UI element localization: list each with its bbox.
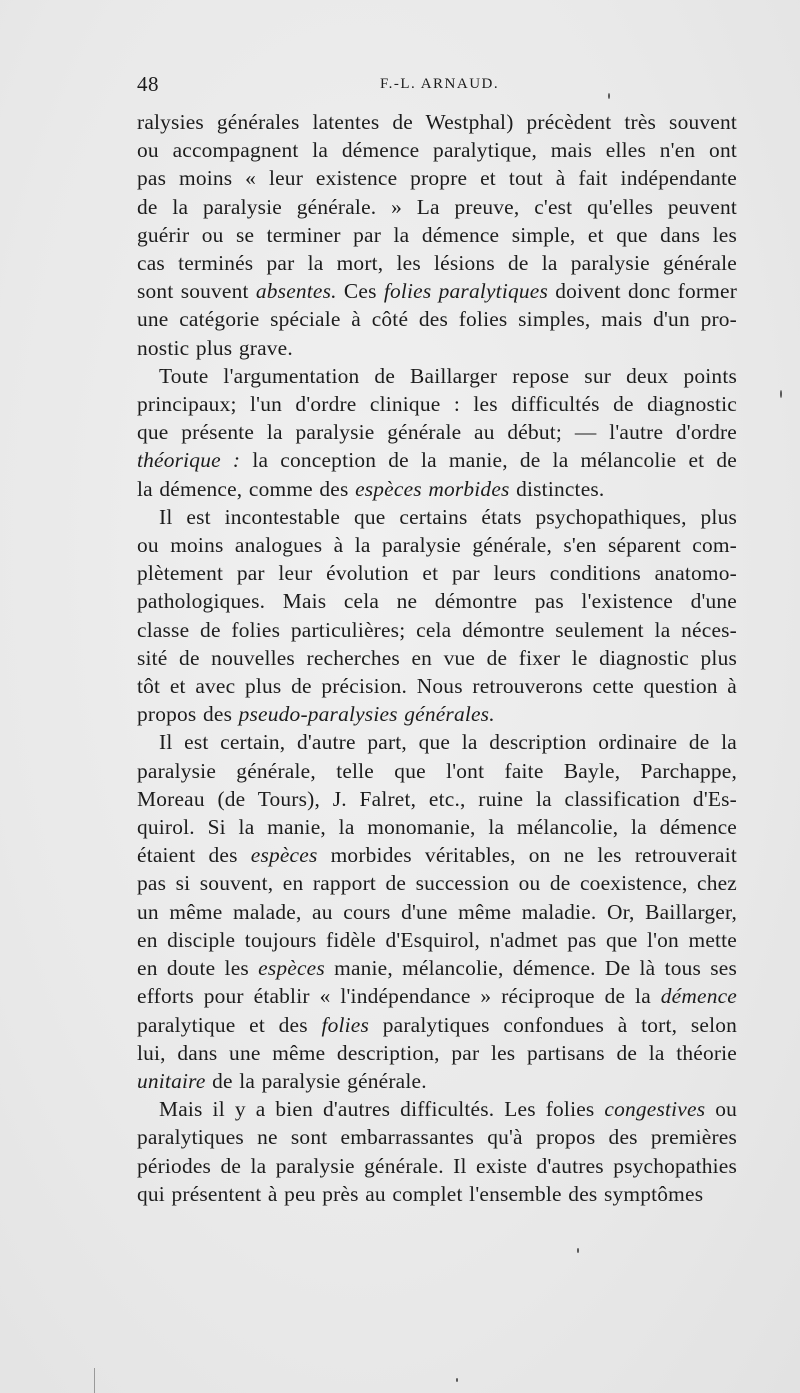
text-line (137, 757, 737, 785)
text-run: classe de folies particulières; cela démontre seulement la néces- (137, 617, 737, 642)
text-run: doivent donc former (547, 279, 738, 304)
text-line (137, 446, 737, 474)
text-run: paralytiques ne sont embarrassantes qu'à propos des premières (137, 1125, 737, 1150)
text-run: une catégorie spéciale à côté des folies simples, mais d'un pro- (137, 307, 737, 332)
text-run: ou accompagnent la démence paralytique, mais elles n'en ont (137, 138, 737, 163)
text-line (137, 841, 737, 869)
text-run: de la paralysie générale. » La preuve, c'est qu'elles peuvent (137, 194, 737, 219)
text-line (137, 1039, 737, 1067)
text-run: pathologiques. Mais cela ne démontre pas l'existence d'une (137, 589, 737, 614)
text-run: paralysie générale, telle que l'ont faite Bayle, Parchappe, (137, 758, 737, 783)
text-line (137, 249, 737, 277)
paragraph (137, 362, 737, 503)
text-line (137, 672, 737, 700)
italic-text: espèces (250, 843, 318, 868)
text-run: en disciple toujours fidèle d'Esquirol, n'admet pas que l'on mette (137, 927, 737, 952)
text-line (137, 616, 737, 644)
text-run: Toute l'argumentation de Baillarger repose sur deux points (159, 363, 737, 388)
scan-speck (608, 93, 610, 99)
text-line (137, 898, 737, 926)
text-line (137, 728, 737, 756)
text-run: quirol. Si la manie, la monomanie, la mélancolie, la démence (137, 815, 737, 840)
text-run: qui présentent à peu près au complet l'ensemble des symptômes (137, 1181, 704, 1206)
text-line (137, 1180, 737, 1208)
text-line (137, 926, 737, 954)
text-line (137, 869, 737, 897)
text-run: cas terminés par la mort, les lésions de la paralysie générale (137, 251, 737, 276)
text-line (137, 1067, 737, 1095)
text-line (137, 1152, 737, 1180)
paragraph (137, 728, 737, 1095)
text-run: Moreau (de Tours), J. Falret, etc., ruine la classification d'Es- (137, 786, 737, 811)
text-run: lui, dans une même description, par les partisans de la théorie (137, 1040, 737, 1065)
paragraph (137, 108, 737, 362)
text-run: guérir ou se terminer par la démence simple, et que dans les (137, 222, 737, 247)
text-line (137, 503, 737, 531)
text-line (137, 193, 737, 221)
page-header (137, 72, 737, 102)
italic-text: folies (321, 1012, 370, 1037)
text-run: ralysies générales latentes de Westphal) précèdent très souvent (137, 110, 737, 134)
text-line (137, 164, 737, 192)
italic-text: absentes. (255, 279, 337, 304)
text-line (137, 475, 737, 503)
text-line (137, 221, 737, 249)
text-line (137, 587, 737, 615)
italic-text: unitaire (137, 1068, 206, 1093)
text-run: Il est certain, d'autre part, que la description ordinaire de la (159, 730, 737, 755)
text-run: sont souvent (137, 279, 256, 304)
italic-text: espèces (258, 956, 325, 981)
text-line (137, 305, 737, 333)
scan-speck (577, 1248, 579, 1253)
text-run: manie, mélancolie, démence. De là tous ses (324, 956, 737, 981)
text-run: la démence, comme des (137, 476, 356, 501)
text-run: sité de nouvelles recherches en vue de fixer le diagnostic plus (137, 645, 737, 670)
text-line (137, 136, 737, 164)
page-number: 48 (137, 72, 159, 96)
text-run: périodes de la paralysie générale. Il existe d'autres psychopathies (137, 1153, 737, 1178)
running-head: F.-L. ARNAUD. (380, 76, 500, 92)
text-line (137, 813, 737, 841)
text-run: en doute les (137, 956, 259, 981)
text-line (137, 559, 737, 587)
italic-text: congestives (604, 1097, 706, 1122)
italic-text: folies paralytiques (383, 279, 548, 304)
text-run: la conception de la manie, de la mélancolie et de (240, 448, 738, 473)
text-line (137, 108, 737, 136)
text-run: distinctes. (509, 476, 605, 501)
text-line (137, 982, 737, 1010)
text-line (137, 418, 737, 446)
text-run: plètement par leur évolution et par leurs conditions anatomo- (137, 561, 737, 586)
text-run: propos des (137, 702, 239, 727)
text-run: principaux; l'un d'ordre clinique : les difficultés de diagnostic (137, 392, 737, 417)
italic-text: espèces morbides (355, 476, 510, 501)
text-run: étaient des (137, 843, 251, 868)
text-run: paralytique et des (137, 1012, 322, 1037)
paragraph (137, 1095, 737, 1208)
text-run: nostic plus grave. (137, 335, 293, 360)
paragraph (137, 503, 737, 729)
text-line (137, 362, 737, 390)
text-run: Ces (336, 279, 384, 304)
text-line (137, 1095, 737, 1123)
text-run: un même malade, au cours d'une même maladie. Or, Baillarger, (137, 899, 737, 924)
italic-text: pseudo-paralysies générales. (238, 702, 495, 727)
text-line (137, 1123, 737, 1151)
text-run: pas si souvent, en rapport de succession ou de coexistence, chez (137, 871, 737, 896)
text-run: ou (705, 1097, 738, 1122)
text-line (137, 700, 737, 728)
text-run: morbides véritables, on ne les retrouverait (317, 843, 737, 868)
text-line (137, 1011, 737, 1039)
text-line (137, 954, 737, 982)
body-text (137, 108, 737, 1208)
text-line (137, 531, 737, 559)
text-line (137, 785, 737, 813)
text-line (137, 390, 737, 418)
scan-edge-line (94, 1368, 95, 1393)
text-run: pas moins « leur existence propre et tout à fait indépendante (137, 166, 737, 191)
text-run: Mais il y a bien d'autres difficultés. Les folies (159, 1097, 605, 1122)
scan-speck (780, 390, 782, 398)
text-run: paralytiques confondues à tort, selon (369, 1012, 737, 1037)
text-line (137, 644, 737, 672)
scan-speck (456, 1378, 458, 1382)
italic-text: théorique : (137, 448, 241, 473)
text-run: Il est incontestable que certains états psychopathiques, plus (159, 504, 737, 529)
text-run: efforts pour établir « l'indépendance » réciproque de la (137, 984, 661, 1009)
text-line (137, 334, 737, 362)
text-run: ou moins analogues à la paralysie générale, s'en séparent com- (137, 533, 737, 558)
text-line (137, 277, 737, 305)
text-run: tôt et avec plus de précision. Nous retrouverons cette question à (137, 674, 737, 699)
italic-text: démence (660, 984, 737, 1009)
text-run: que présente la paralysie générale au début; — l'autre d'ordre (137, 420, 737, 445)
text-run: de la paralysie générale. (205, 1068, 427, 1093)
